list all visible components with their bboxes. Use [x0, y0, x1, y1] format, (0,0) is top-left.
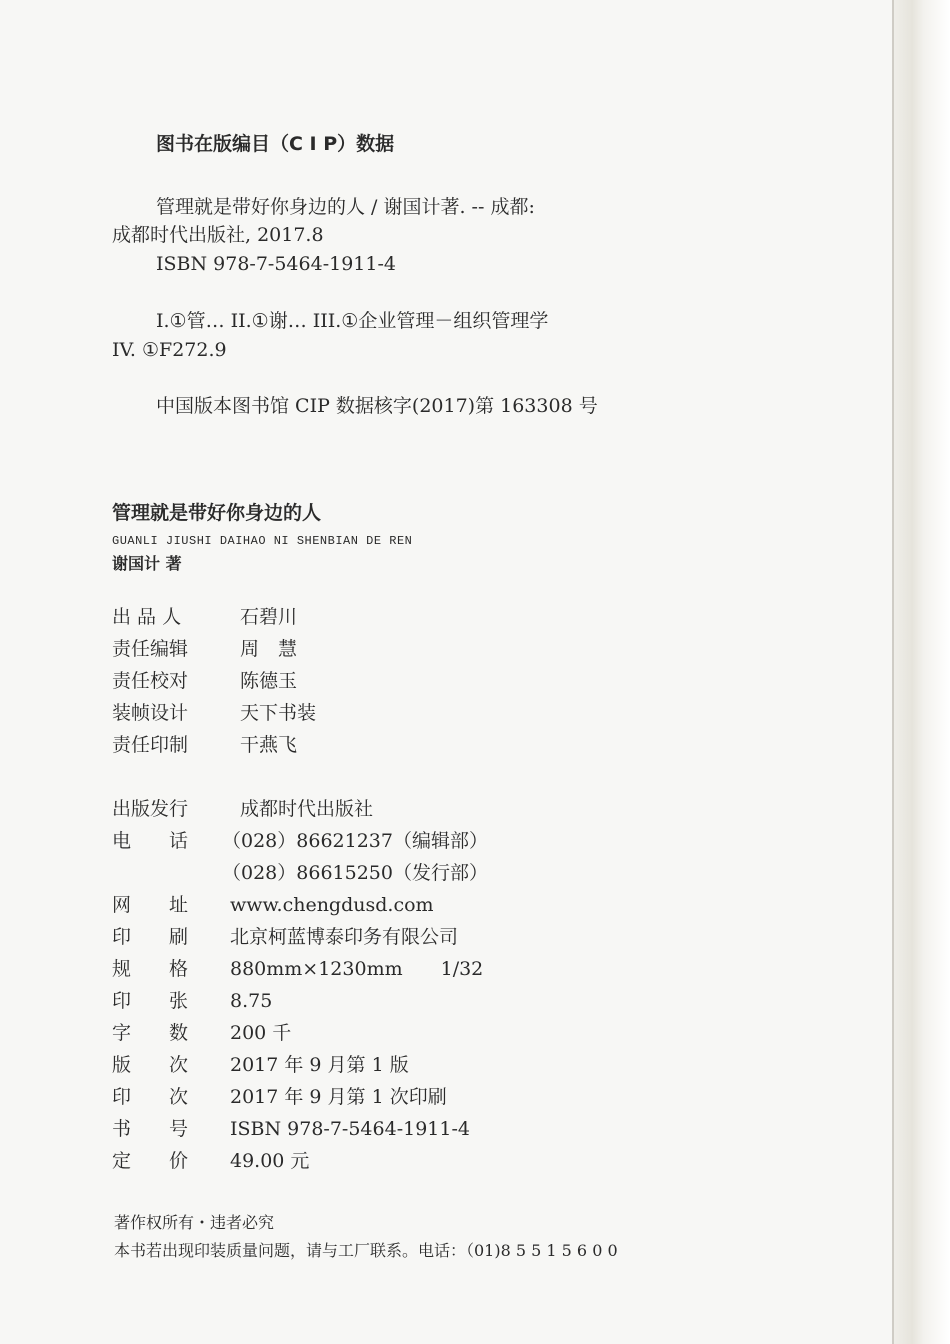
staff-value: 周 慧	[240, 638, 298, 660]
info-value: 北京柯蓝博泰印务有限公司	[230, 926, 459, 948]
info-label: 印 次	[112, 1086, 189, 1108]
info-value: 2017 年 9 月第 1 版	[230, 1054, 409, 1076]
staff-label: 出 品 人	[112, 606, 182, 628]
cip-line-isbn: ISBN 978-7-5464-1911-4	[156, 253, 396, 275]
cip-line-publisher: 成都时代出版社, 2017.8	[112, 224, 324, 246]
info-label: 电 话	[112, 830, 189, 852]
info-label: 出版发行	[112, 798, 189, 820]
info-value: www.chengdusd.com	[230, 894, 434, 916]
info-value: 2017 年 9 月第 1 次印刷	[230, 1086, 447, 1108]
cip-classification-2: IV. ①F272.9	[112, 339, 227, 361]
staff-label: 装帧设计	[112, 702, 189, 724]
info-label: 印 刷	[112, 926, 189, 948]
book-pinyin: GUANLI JIUSHI DAIHAO NI SHENBIAN DE REN	[112, 534, 413, 548]
info-value: 8.75	[230, 990, 273, 1012]
info-value: 880mm×1230mm 1/32	[230, 958, 484, 980]
quality-notice: 本书若出现印装质量问题，请与工厂联系。电话：（01)8 5 5 1 5 6 0 0	[114, 1241, 618, 1260]
staff-value: 石碧川	[240, 606, 298, 628]
info-label: 书 号	[112, 1118, 189, 1140]
info-value: ISBN 978-7-5464-1911-4	[230, 1118, 470, 1140]
info-value: （028）86615250（发行部）	[222, 862, 488, 884]
page-edge-line	[892, 0, 894, 1344]
staff-label: 责任校对	[112, 670, 189, 692]
cip-classification-1: I.①管… II.①谢… III.①企业管理－组织管理学	[156, 310, 549, 332]
info-label: 版 次	[112, 1054, 189, 1076]
info-value: 49.00 元	[230, 1150, 310, 1172]
book-author: 谢国计 著	[112, 554, 182, 573]
staff-value: 干燕飞	[240, 734, 298, 756]
info-label: 网 址	[112, 894, 189, 916]
info-label: 字 数	[112, 1022, 189, 1044]
info-label: 规 格	[112, 958, 189, 980]
book-title: 管理就是带好你身边的人	[112, 502, 322, 524]
staff-value: 天下书装	[240, 702, 317, 724]
info-label: 印 张	[112, 990, 189, 1012]
copyright-notice: 著作权所有・违者必究	[114, 1213, 275, 1232]
cip-record-number: 中国版本图书馆 CIP 数据核字(2017)第 163308 号	[156, 395, 598, 417]
cip-heading: 图书在版编目（C I P）数据	[156, 133, 395, 155]
info-value: （028）86621237（编辑部）	[222, 830, 488, 852]
cip-line-title-author: 管理就是带好你身边的人 / 谢国计著. -- 成都:	[156, 196, 535, 218]
info-value: 200 千	[230, 1022, 292, 1044]
staff-value: 陈德玉	[240, 670, 298, 692]
info-value: 成都时代出版社	[240, 798, 374, 820]
page-edge-shadow	[892, 0, 950, 1344]
info-label: 定 价	[112, 1150, 189, 1172]
staff-label: 责任印制	[112, 734, 189, 756]
staff-label: 责任编辑	[112, 638, 189, 660]
